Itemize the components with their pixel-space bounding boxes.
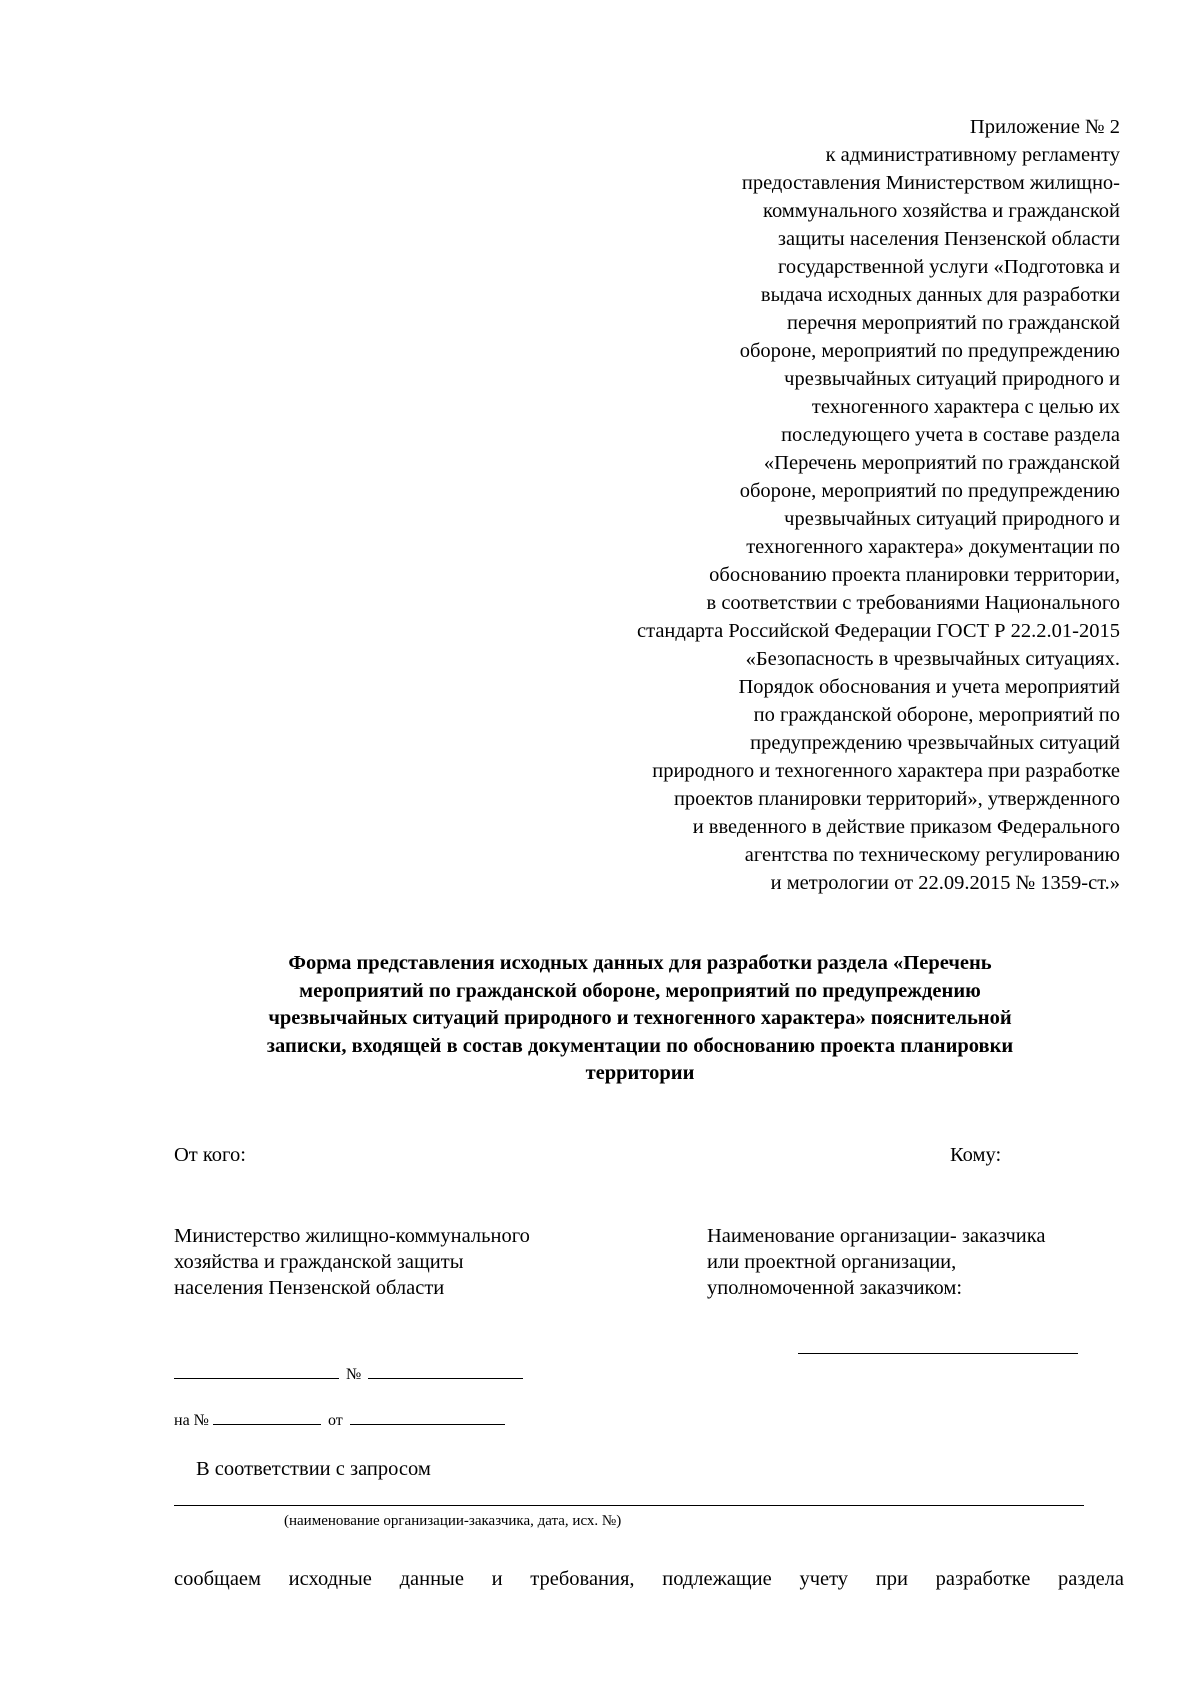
form-title-line: записки, входящей в состав документации по обоснованию проекта планировки: [266, 1034, 1014, 1057]
to-label: Кому:: [950, 1144, 1002, 1166]
appendix-line: Порядок обоснования и учета мероприятий: [738, 676, 1120, 698]
date-blank: [174, 1364, 339, 1379]
appendix-header: [480, 113, 1120, 897]
appendix-line: стандарта Российской Федерации ГОСТ Р 22.2.01-2015: [637, 620, 1120, 642]
ref-from-label: от: [327, 1412, 343, 1429]
appendix-line: Приложение № 2: [969, 116, 1120, 138]
sender-org-line: Министерство жилищно-коммунального: [174, 1225, 530, 1247]
form-title-line: чрезвычайных ситуаций природного и техногенного характера» пояснительной: [268, 1007, 1012, 1029]
appendix-line: чрезвычайных ситуаций природного и: [784, 368, 1120, 390]
form-title-line: Форма представления исходных данных для разработки раздела «Перечень: [288, 952, 992, 974]
recipient-org-line: или проектной организации,: [707, 1251, 957, 1273]
from-label: От кого:: [174, 1144, 246, 1166]
sender-org-line: населения Пензенской области: [174, 1277, 445, 1299]
form-title-line: территории: [585, 1062, 695, 1084]
appendix-line: защиты населения Пензенской области: [777, 228, 1120, 250]
form-title: [175, 950, 1105, 1088]
sender-org-line: хозяйства и гражданской защиты: [174, 1251, 464, 1273]
appendix-line: техногенного характера» документации по: [746, 536, 1120, 558]
appendix-line: обороне, мероприятий по предупреждению: [739, 480, 1120, 502]
form-title-line: мероприятий по гражданской обороне, мероприятий по предупреждению: [299, 979, 981, 1002]
appendix-line: агентства по техническому регулированию: [744, 844, 1120, 866]
appendix-line: «Безопасность в чрезвычайных ситуациях.: [745, 648, 1120, 670]
appendix-line: обоснованию проекта планировки территории,: [709, 564, 1120, 586]
appendix-line: к административному регламенту: [825, 144, 1120, 166]
appendix-line: государственной услуги «Подготовка и: [777, 256, 1120, 278]
outgoing-registration-line: [174, 1364, 523, 1385]
appendix-line: предупреждению чрезвычайных ситуаций: [750, 732, 1120, 754]
appendix-line: коммунального хозяйства и гражданской: [763, 200, 1120, 222]
appendix-line: последующего учета в составе раздела: [781, 424, 1120, 446]
request-details-caption: (наименование организации-заказчика, дата, исх. №): [284, 1513, 622, 1529]
request-details-blank: [174, 1505, 1084, 1506]
appendix-line: и метрологии от 22.09.2015 № 1359-ст.»: [770, 872, 1120, 894]
recipient-org-line: уполномоченной заказчиком:: [707, 1277, 963, 1299]
appendix-line: проектов планировки территорий», утвержденного: [673, 788, 1120, 810]
ref-number-prefix: на №: [174, 1412, 209, 1429]
appendix-line: обороне, мероприятий по предупреждению: [739, 340, 1120, 362]
appendix-line: по гражданской обороне, мероприятий по: [753, 704, 1120, 726]
recipient-organization: [707, 1223, 1046, 1301]
sender-organization: [174, 1223, 530, 1301]
appendix-line: чрезвычайных ситуаций природного и: [784, 508, 1120, 530]
according-to-request: В соответствии с запросом: [196, 1458, 431, 1480]
appendix-line: перечня мероприятий по гражданской: [787, 312, 1120, 334]
number-sign: №: [346, 1366, 362, 1383]
appendix-line: и введенного в действие приказом Федерального: [692, 816, 1120, 838]
reference-line: [174, 1410, 505, 1431]
recipient-org-line: Наименование организации- заказчика: [707, 1225, 1046, 1247]
ref-date-blank: [350, 1410, 505, 1425]
number-blank: [368, 1364, 523, 1379]
appendix-line: предоставления Министерством жилищно-: [741, 172, 1120, 194]
ref-number-blank: [213, 1410, 321, 1425]
body-paragraph: сообщаем исходные данные и требования, подлежащие учету при разработке раздела: [174, 1568, 1124, 1590]
appendix-line: техногенного характера с целью их: [811, 396, 1120, 418]
appendix-line: природного и техногенного характера при разработке: [652, 760, 1120, 782]
appendix-line: выдача исходных данных для разработки: [760, 284, 1120, 306]
appendix-line: «Перечень мероприятий по гражданской: [763, 452, 1120, 474]
recipient-name-blank: [798, 1353, 1078, 1354]
appendix-line: в соответствии с требованиями Национального: [706, 592, 1120, 614]
